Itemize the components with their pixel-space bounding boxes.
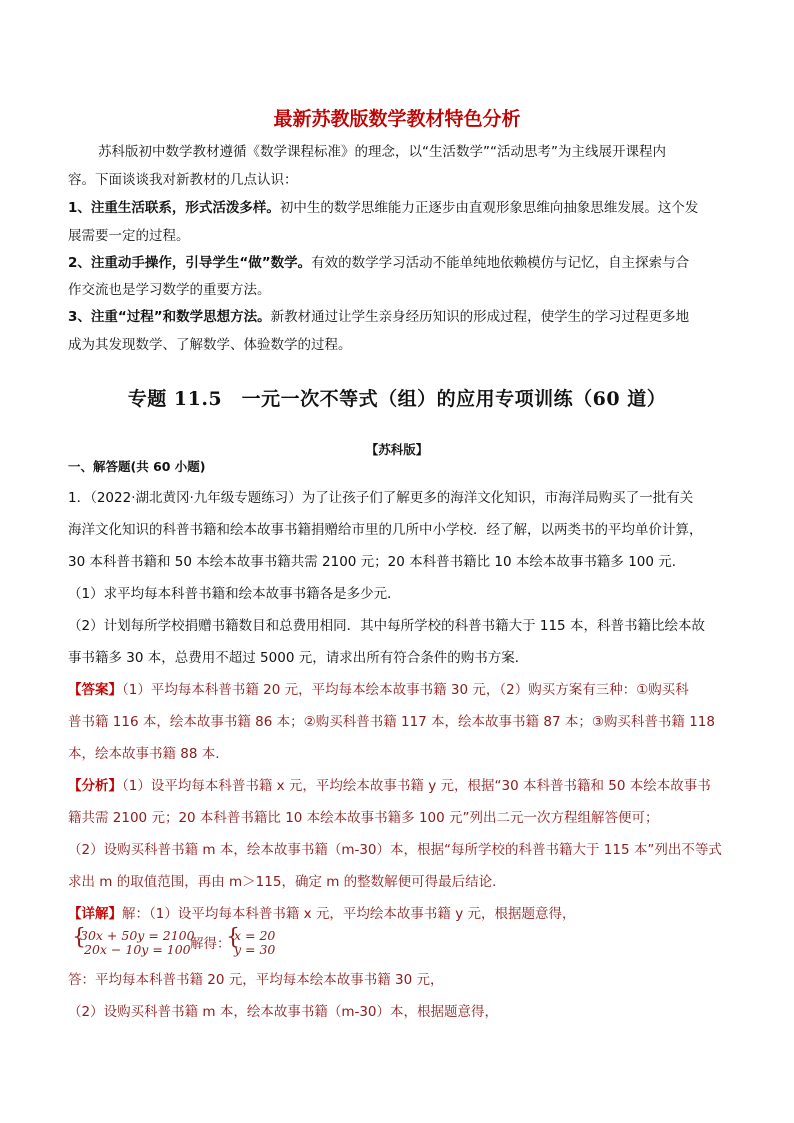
answer-line-1 <box>68 680 728 700</box>
edition-label: 【苏科版】 <box>365 442 429 457</box>
solution-1: x = 20 <box>234 928 276 943</box>
q1-sub-2-line-1: （2）计划每所学校捐赠书籍数目和总费用相同．其中每所学校的科普书籍大于 115 本，科普书籍比绘本故 <box>68 618 705 634</box>
equation-brace: { <box>72 925 86 950</box>
analysis-line-4: 求出 m 的取值范围，再由 m＞115，确定 m 的整数解便可得最后结论． <box>68 874 506 890</box>
analysis-text-1: （1）设平均每本科普书籍 x 元，平均绘本故事书籍 y 元，根据“30 本科普书籍和 50 本绘本故事书 <box>122 778 711 794</box>
point-2-heading: 2、注重动手操作，引导学生“做”数学。 <box>68 255 312 271</box>
q1-line-2: 海洋文化知识的科普书籍和绘本故事书籍捐赠给市里的几所中小学校．经了解，以两类书的平均单价计算， <box>68 522 703 538</box>
answer-text-1: （1）平均每本科普书籍 20 元，平均每本绘本故事书籍 30 元，（2）购买方案有三种：①购买科 <box>122 682 689 698</box>
detail-label: 【详解】 <box>68 906 122 922</box>
point-3-line-2: 成为其发现数学、了解数学、体验数学的过程。 <box>68 337 352 353</box>
intro-line-2: 容。下面谈谈我对新教材的几点认识： <box>68 172 298 188</box>
point-1-text: 初中生的数学思维能力正逐步由直观形象思维向抽象思维发展。这个发 <box>279 200 699 216</box>
point-2 <box>68 253 728 273</box>
section-heading: 一、解答题(共 60 小题) <box>68 459 206 474</box>
solution-2: y = 30 <box>234 942 276 957</box>
q1-line-1: 1．（2022·湖北黄冈·九年级专题练习）为了让孩子们了解更多的海洋文化知识，市海洋局购买了一批有关 <box>68 490 694 506</box>
page-title: 最新苏教版数学教材特色分析 <box>273 108 521 130</box>
point-1 <box>68 198 728 218</box>
q1-line-3: 30 本科普书籍和 50 本绘本故事书籍共需 2100 元；20 本科普书籍比 10 本绘本故事书籍多 100 元． <box>68 554 686 570</box>
analysis-label: 【分析】 <box>68 778 122 794</box>
detail-line-1 <box>68 904 728 924</box>
equation-1: 30x + 50y = 2100 <box>80 928 195 943</box>
point-1-heading: 1、注重生活联系，形式活泼多样。 <box>68 200 280 216</box>
point-3-heading: 3、注重“过程”和数学思想方法。 <box>68 309 271 325</box>
solution-brace: { <box>226 925 240 950</box>
answer-line-3: 本，绘本故事书籍 88 本. <box>68 746 220 762</box>
q1-sub-2-line-2: 事书籍多 30 本，总费用不超过 5000 元，请求出所有符合条件的购书方案． <box>68 650 529 666</box>
answer-label: 【答案】 <box>68 682 122 698</box>
point-2-line-2: 作交流也是学习数学的重要方法。 <box>68 282 271 298</box>
point-3 <box>68 307 728 327</box>
detail-line-2: （2）设购买科普书籍 m 本，绘本故事书籍（m-30）本，根据题意得， <box>68 1004 499 1020</box>
analysis-line-1 <box>68 776 728 796</box>
analysis-line-3: （2）设购买科普书籍 m 本，绘本故事书籍（m-30）本，根据“每所学校的科普书籍大于 115 本”列出不等式 <box>68 842 722 858</box>
answer-line-2: 普书籍 116 本，绘本故事书籍 86 本；②购买科普书籍 117 本，绘本故事书籍 87 本；③购买科普书籍 118 <box>68 714 715 730</box>
topic-title: 专题 11.5 一元一次不等式（组）的应用专项训练（60 道） <box>127 388 667 410</box>
point-3-text: 新教材通过让学生亲身经历知识的形成过程，使学生的学习过程更多地 <box>270 309 690 325</box>
detail-answer-line: 答：平均每本科普书籍 20 元，平均每本绘本故事书籍 30 元， <box>68 972 444 988</box>
solve-text: 解得： <box>190 936 231 952</box>
analysis-line-2: 籍共需 2100 元；20 本科普书籍比 10 本绘本故事书籍多 100 元”列出二元一次方程组解答便可； <box>68 810 659 826</box>
point-1-line-2: 展需要一定的过程。 <box>68 228 190 244</box>
detail-text-1: 解：（1）设平均每本科普书籍 x 元，平均绘本故事书籍 y 元，根据题意得， <box>122 906 576 922</box>
equation-2: 20x − 10y = 100 <box>84 942 191 957</box>
point-2-text: 有效的数学学习活动不能单纯地依赖模仿与记忆，自主探索与合 <box>311 255 690 271</box>
intro-line-1: 苏科版初中数学教材遵循《数学课程标准》的理念，以“生活数学”“活动思考”为主线展开课程内 <box>98 144 666 160</box>
q1-sub-1: （1）求平均每本科普书籍和绘本故事书籍各是多少元． <box>68 586 401 602</box>
